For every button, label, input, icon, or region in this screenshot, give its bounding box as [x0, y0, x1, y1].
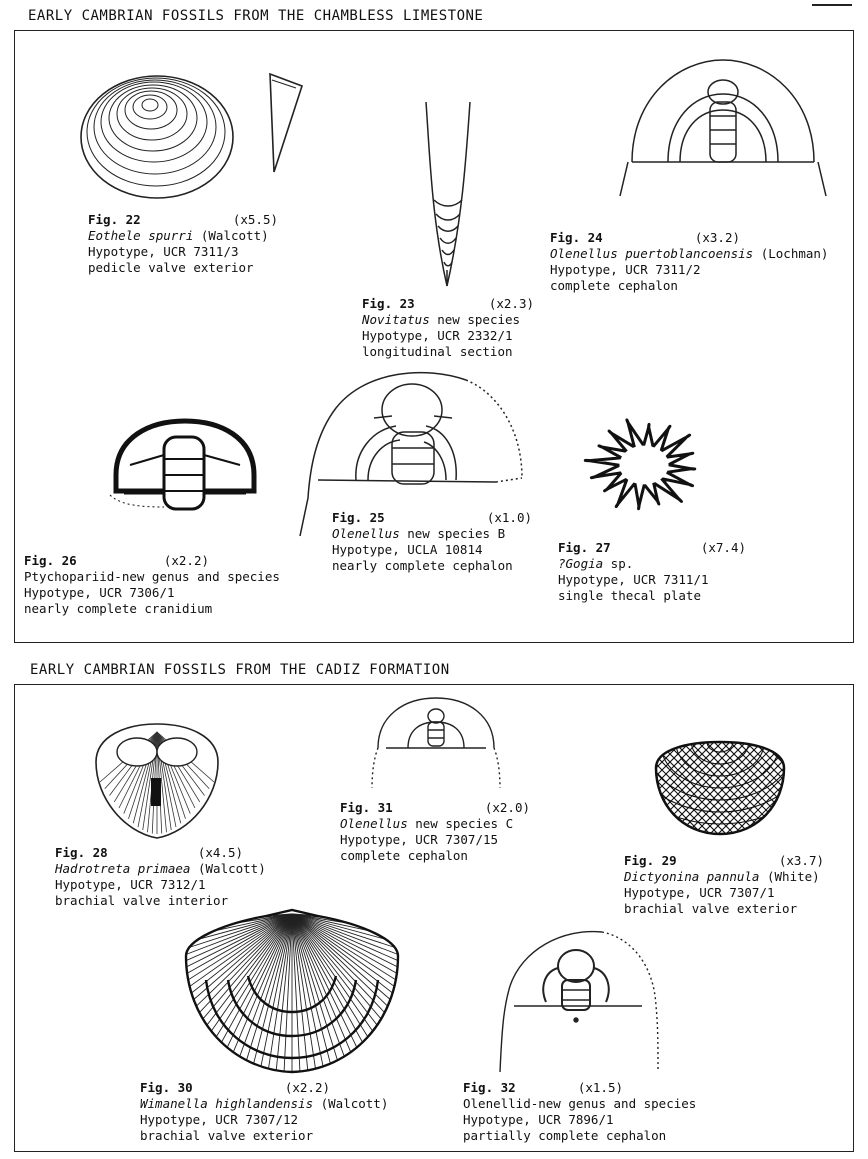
fig32-caption: Fig. 32 (x1.5) Olenellid-new genus and species Hypotype, UCR 7896/1 partially complete cephalon: [463, 1080, 697, 1143]
fig31-trilobite-cephalon-drawing: [368, 692, 504, 792]
fig24-trilobite-cephalon-drawing: [618, 50, 828, 200]
fig29-mesh-line: [646, 738, 746, 838]
fig22-caption: Fig. 22 (x5.5) Eothele spurri (Walcott) Hypotype, UCR 7311/3 pedicle valve exterior: [88, 212, 278, 275]
fig31-caption: Fig. 31 (x2.0) Olenellus new species C Hypotype, UCR 7307/15 complete cephalon: [340, 800, 530, 863]
fig30-rib: [223, 914, 292, 1102]
fig26-caption: Fig. 26 (x2.2) Ptychopariid-new genus and species Hypotype, UCR 7306/1 nearly complete cranidium: [24, 553, 280, 616]
fig26-cranidium-drawing: [110, 415, 260, 515]
fig29-brachiopod-drawing: [650, 738, 790, 838]
fig27-outline: [585, 420, 694, 509]
fig30-brachiopod-drawing: [182, 910, 402, 1075]
section-title-cadiz: EARLY CAMBRIAN FOSSILS FROM THE CADIZ FORMATION: [30, 662, 450, 678]
fig28-brachiopod-drawing: [92, 722, 222, 840]
fig23-conical-fossil-drawing: [420, 100, 476, 290]
fig30-caption: Fig. 30 (x2.2) Wimanella highlandensis (Walcott) Hypotype, UCR 7307/12 brachial valve exterior: [140, 1080, 389, 1143]
fig25-caption: Fig. 25 (x1.0) Olenellus new species B Hypotype, UCLA 10814 nearly complete cephalon: [332, 510, 532, 573]
fig23-caption: Fig. 23 (x2.3) Novitatus new species Hypotype, UCR 2332/1 longitudinal section: [362, 296, 534, 359]
fig27-caption: Fig. 27 (x7.4) ?Gogia sp. Hypotype, UCR 7311/1 single thecal plate: [558, 540, 746, 603]
fig29-mesh-line: [862, 738, 868, 838]
fig32-trilobite-cephalon-drawing: [492, 926, 662, 1076]
fig30-rib: [292, 914, 397, 1084]
fig30-rib: [205, 914, 292, 1094]
fig29-caption: Fig. 29 (x3.7) Dictyonina pannula (White) Hypotype, UCR 7307/1 brachial valve exterior: [624, 853, 824, 916]
fig24-caption: Fig. 24 (x3.2) Olenellus puertoblancoensis (Lochman) Hypotype, UCR 7311/2 complete cephalon: [550, 230, 829, 293]
section-title-chambless: EARLY CAMBRIAN FOSSILS FROM THE CHAMBLESS LIMESTONE: [28, 8, 484, 24]
fig28-caption: Fig. 28 (x4.5) Hadrotreta primaea (Walcott) Hypotype, UCR 7312/1 brachial valve interior: [55, 845, 266, 908]
fig22-brachiopod-drawing: [78, 72, 238, 202]
fig30-rib: [292, 914, 361, 1102]
fig27-thecal-plate-drawing: [574, 410, 714, 520]
fig22-side-view-drawing: [262, 72, 306, 182]
fig30-rib: [292, 914, 379, 1094]
fig29-mesh-line: [854, 738, 868, 838]
fig29-mesh-line: [694, 738, 794, 838]
fig30-rib: [187, 914, 292, 1084]
header-rule: [812, 4, 852, 6]
